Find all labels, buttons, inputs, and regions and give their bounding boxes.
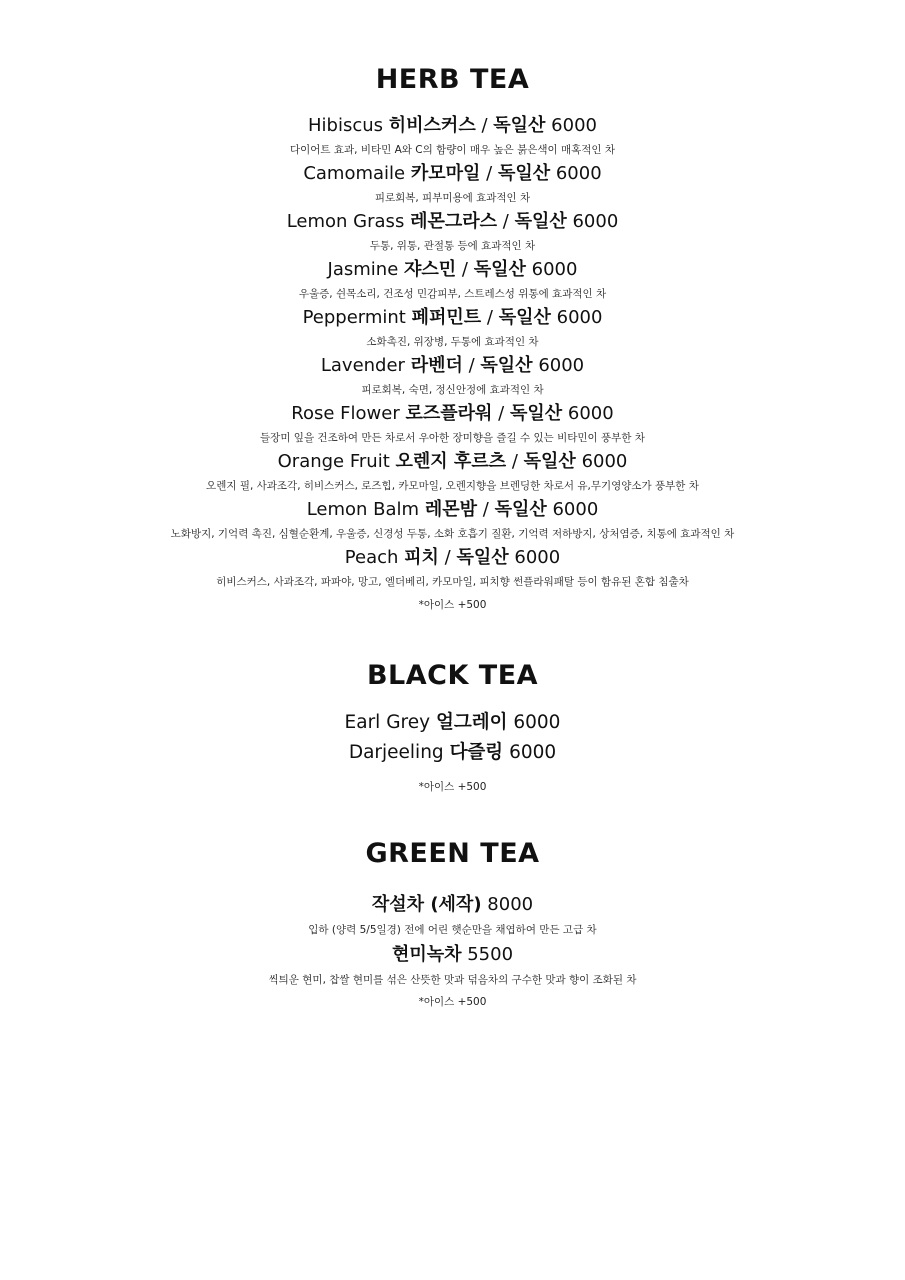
item-name-en: Camomaile [303,163,406,184]
item-title [0,306,905,330]
item-price: 6000 [514,547,561,568]
item-description: 씩틔운 현미, 찹쌀 현미를 섞은 산뜻한 맛과 덖음차의 구수한 맛과 향이 조화된 차 [268,974,637,986]
item-title [0,738,905,768]
item-name-en: Peach [344,547,399,568]
item-name-en: Rose Flower [291,403,400,424]
separator: / [486,307,493,328]
green-tea-list [0,892,905,992]
item-price: 6000 [552,499,599,520]
item-title [0,942,905,968]
item-name-ko: 히비스커스 [388,115,476,136]
menu-item-hyeonminokcha [0,942,905,992]
menu-item-peach [0,546,905,594]
separator: / [502,211,509,232]
item-description: 입하 (양력 5/5일경) 전에 어린 햇순만을 채엽하여 만든 고급 차 [308,924,597,936]
item-name-en: Earl Grey [344,712,431,733]
item-price: 6000 [581,451,628,472]
item-title [0,258,905,282]
section-title-herb-tea: HERB TEA [375,64,530,95]
item-name-ko: 작설차 (세작) [371,894,482,915]
menu-item-lemon-grass [0,210,905,258]
item-price: 6000 [509,742,557,763]
menu-item-camomaile [0,162,905,210]
item-origin: 독일산 [473,259,526,280]
menu-item-jakseolcha [0,892,905,942]
herb-tea-section [0,62,905,614]
item-name-ko: 오렌지 후르츠 [395,451,507,472]
item-price: 6000 [531,259,578,280]
item-title [0,708,905,738]
item-description: 오렌지 필, 사과조각, 히비스커스, 로즈힙, 카모마일, 오렌지향을 브렌딩한 차로서 유,무기영양소가 풍부한 차 [206,480,699,492]
item-title [0,498,905,522]
menu-item-lavender [0,354,905,402]
section-title-black-tea: BLACK TEA [366,660,539,691]
separator: / [498,403,505,424]
item-name-en: Peppermint [302,307,406,328]
item-title [0,892,905,918]
item-description: 소화촉진, 위장병, 두통에 효과적인 차 [366,336,539,348]
item-origin: 독일산 [498,307,551,328]
menu-item-orange-fruit [0,450,905,498]
item-name-ko: 카모마일 [410,163,481,184]
item-description: 히비스커스, 사과조각, 파파야, 망고, 엘더베리, 카모마일, 피치향 썬플라워패탈 등이 함유된 혼합 침출차 [216,576,689,588]
separator: / [444,547,451,568]
menu-item-earl-grey [0,708,905,738]
item-name-ko: 피치 [404,547,439,568]
ice-surcharge-note: *아이스 +500 [418,599,487,611]
menu-item-jasmine [0,258,905,306]
item-name-ko: 다즐링 [449,742,504,763]
item-price: 6000 [551,115,597,136]
item-origin: 독일산 [494,499,547,520]
ice-surcharge-note: *아이스 +500 [418,996,487,1008]
black-tea-section [0,658,905,796]
item-price: 6000 [572,211,619,232]
item-price: 6000 [555,163,602,184]
item-title [0,450,905,474]
item-price: 6000 [513,712,561,733]
item-description: 피로회복, 숙면, 정신안정에 효과적인 차 [361,384,544,396]
item-name-ko: 현미녹차 [391,944,462,965]
green-tea-section [0,836,905,1012]
separator: / [461,259,468,280]
item-price: 8000 [487,894,534,915]
menu-item-lemon-balm [0,498,905,546]
separator: / [511,451,518,472]
item-name-ko: 라벤더 [410,355,463,376]
item-title [0,546,905,570]
item-name-en: Lemon Grass [286,211,405,232]
separator: / [486,163,493,184]
ice-surcharge-note: *아이스 +500 [418,781,487,793]
item-name-en: Jasmine [327,259,399,280]
item-title [0,114,905,138]
item-price: 5500 [467,944,514,965]
menu-item-hibiscus [0,114,905,162]
section-title-green-tea: GREEN TEA [365,838,540,869]
item-price: 6000 [538,355,585,376]
item-origin: 독일산 [514,211,567,232]
item-name-ko: 쟈스민 [404,259,457,280]
item-description: 다이어트 효과, 비타민 A와 C의 함량이 매우 높은 붉은색이 매혹적인 차 [289,144,616,156]
item-title [0,162,905,186]
item-title [0,402,905,426]
item-origin: 독일산 [497,163,551,184]
item-name-en: Lavender [320,355,405,376]
item-name-en: Darjeeling [348,742,444,763]
item-name-en: Hibiscus [308,115,384,136]
item-price: 6000 [556,307,603,328]
black-tea-list [0,708,905,768]
item-description: 들장미 잎을 건조하여 만든 차로서 우아한 장미향을 즐길 수 있는 비타민이 풍부한 차 [260,432,645,444]
item-name-en: Lemon Balm [306,499,420,520]
item-title [0,210,905,234]
item-title [0,354,905,378]
item-name-ko: 페퍼민트 [411,307,482,328]
item-description: 우울증, 쉰목소리, 건조성 민감피부, 스트레스성 위통에 효과적인 차 [298,288,607,300]
item-name-ko: 레몬그라스 [410,211,498,232]
item-description: 두통, 위통, 관절통 등에 효과적인 차 [369,240,536,252]
separator: / [481,115,488,136]
item-origin: 독일산 [509,403,563,424]
item-origin: 독일산 [523,451,576,472]
separator: / [482,499,489,520]
item-price: 6000 [567,403,614,424]
herb-tea-list [0,114,905,594]
item-origin: 독일산 [493,115,546,136]
item-name-ko: 로즈플라워 [405,403,493,424]
item-name-en: Orange Fruit [277,451,390,472]
menu-item-rose-flower [0,402,905,450]
item-description: 피로회복, 피부미용에 효과적인 차 [374,192,531,204]
item-origin: 독일산 [480,355,533,376]
item-name-ko: 레몬밤 [424,499,478,520]
menu-item-peppermint [0,306,905,354]
separator: / [468,355,475,376]
menu-item-darjeeling [0,738,905,768]
item-origin: 독일산 [456,547,509,568]
item-description: 노화방지, 기억력 촉진, 심혈순환계, 우울증, 신경성 두통, 소화 호흡기 질환, 기억력 저하방지, 상처염증, 치통에 효과적인 차 [170,528,735,540]
item-name-ko: 얼그레이 [435,712,508,733]
